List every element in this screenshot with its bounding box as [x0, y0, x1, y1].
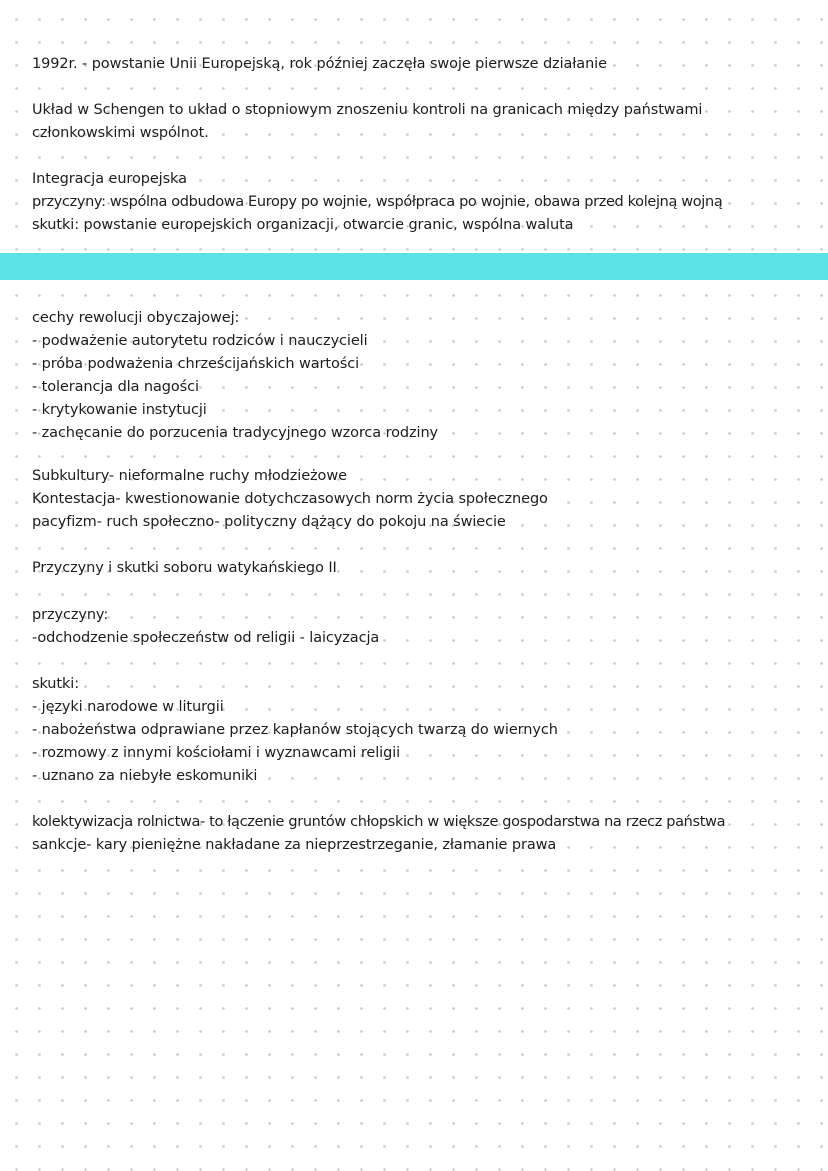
revolution-title: cechy rewolucji obyczajowej:: [32, 310, 240, 326]
schengen-block: [32, 99, 758, 145]
integration-block: [32, 168, 808, 237]
definition-line: Kontestacja- kwestionowanie dotychczasowych norm życia społecznego: [32, 491, 548, 507]
integration-causes: przyczyny: wspólna odbudowa Europy po wojnie, współpraca po wojnie, obawa przed kolejną wojną: [32, 194, 723, 210]
council-title: Przyczyny i skutki soboru watykańskiego II: [32, 560, 337, 576]
definition-line: kolektywizacja rolnictwa- to łączenie gruntów chłopskich w większe gospodarstwa na rzecz państwa: [32, 814, 726, 830]
causes-block: [32, 604, 808, 650]
council-block: [32, 557, 808, 580]
eu-founding-line: 1992r. - powstanie Unii Europejską, rok później zaczęła swoje pierwsze działanie: [32, 56, 607, 72]
list-item: - tolerancja dla nagości: [32, 379, 199, 395]
revolution-block: [32, 307, 808, 445]
effects-block: [32, 673, 808, 788]
definitions-block: [32, 465, 808, 534]
integration-title: Integracja europejska: [32, 171, 187, 187]
definition-line: pacyfizm- ruch społeczno- polityczny dążący do pokoju na świecie: [32, 514, 506, 530]
list-item: - krytykowanie instytucji: [32, 402, 207, 418]
integration-effects: skutki: powstanie europejskich organizacji, otwarcie granic, wspólna waluta: [32, 217, 574, 233]
eu-founding-block: [32, 53, 808, 76]
list-item: - języki narodowe w liturgii: [32, 699, 224, 715]
list-item: - zachęcanie do porzucenia tradycyjnego wzorca rodziny: [32, 425, 439, 441]
effects-label: skutki:: [32, 676, 79, 692]
list-item: - nabożeństwa odprawiane przez kapłanów stojących twarzą do wiernych: [32, 722, 558, 738]
list-item: -odchodzenie społeczeństw od religii - laicyzacja: [32, 630, 380, 646]
schengen-line: Układ w Schengen to układ o stopniowym znoszeniu kontroli na granicach między państwami członkowskimi wspólnot.: [32, 102, 703, 141]
list-item: - uznano za niebyłe eskomuniki: [32, 768, 258, 784]
final-definitions-block: [32, 811, 808, 857]
causes-label: przyczyny:: [32, 607, 109, 623]
list-item: - podważenie autorytetu rodziców i nauczycieli: [32, 333, 368, 349]
definition-line: sankcje- kary pieniężne nakładane za nieprzestrzeganie, złamanie prawa: [32, 837, 557, 853]
list-item: - próba podważenia chrześcijańskich wartości: [32, 356, 360, 372]
list-item: - rozmowy z innymi kościołami i wyznawcami religii: [32, 745, 401, 761]
section-divider: [0, 253, 828, 280]
definition-line: Subkultury- nieformalne ruchy młodzieżowe: [32, 468, 347, 484]
